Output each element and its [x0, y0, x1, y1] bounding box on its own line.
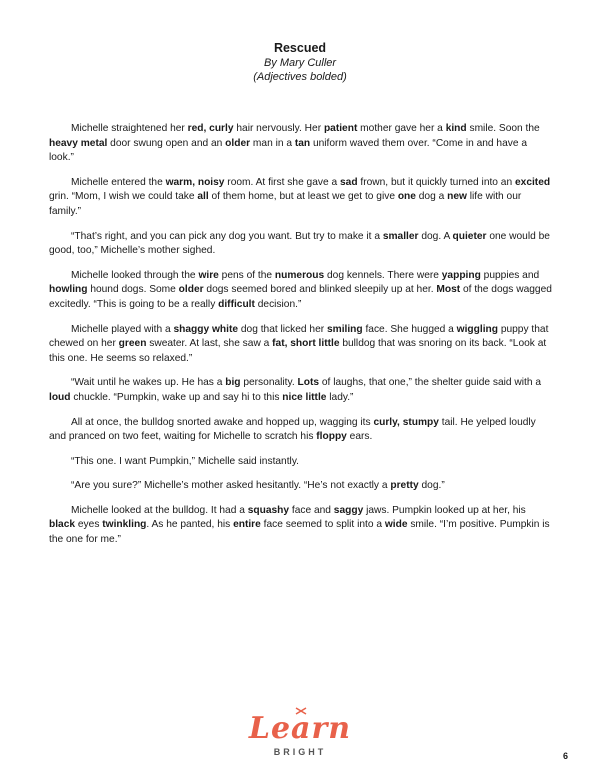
text-segment: life with our family.”	[49, 191, 522, 217]
text-segment: Michelle straightened her	[71, 123, 188, 134]
story-paragraph	[49, 323, 552, 367]
story-paragraph	[49, 504, 552, 548]
adjective: twinkling	[102, 519, 147, 531]
adjective: warm, noisy	[165, 176, 225, 188]
text-segment: mother gave her a	[357, 123, 446, 134]
adjective: wire	[198, 269, 219, 281]
text-segment: jaws. Pumpkin looked up at her, his	[363, 504, 526, 516]
adjective: floppy	[316, 431, 347, 443]
text-segment: personality.	[240, 377, 298, 389]
text-segment: . As he panted, his	[146, 519, 234, 531]
adjective: black	[49, 519, 76, 531]
story-paragraph	[49, 122, 552, 166]
text-segment: “Are you sure?” Michelle’s mother asked hesitantly. “He’s not exactly a	[71, 480, 391, 492]
text-segment: Michelle looked through the	[71, 269, 199, 281]
text-segment: eyes	[75, 519, 103, 531]
text-segment: Michelle played with a	[71, 323, 174, 335]
text-segment: grin. “Mom, I wish we could take	[49, 191, 198, 203]
text-segment: dog a	[415, 191, 448, 203]
text-segment: pens of the	[218, 269, 275, 281]
adjective: curly, stumpy	[373, 416, 439, 428]
text-segment: smile. “I’m positive. Pumpkin is the one for me.”	[49, 519, 550, 546]
text-segment: room. At first she gave a	[224, 176, 340, 188]
text-segment: face. She hugged a	[362, 323, 457, 335]
adjective: green	[118, 338, 147, 350]
text-segment: dog.”	[418, 480, 445, 492]
text-segment: hair nervously. Her	[233, 123, 324, 134]
logo-word: Learn	[248, 711, 352, 746]
adjective: saggy	[333, 504, 364, 516]
text-segment: door swung open and an	[107, 137, 226, 149]
text-segment: dogs seemed bored and blinked sleepily up at her.	[203, 284, 437, 296]
story-paragraph	[49, 269, 552, 313]
text-segment: uniform waved them over. “Come in and have a look.”	[49, 137, 528, 164]
text-segment: sweater. At last, she saw a	[146, 338, 273, 350]
adjective: pretty	[390, 480, 419, 492]
logo-subtitle: BRIGHT	[273, 747, 327, 757]
adjective: yapping	[441, 269, 481, 281]
adjective: loud	[49, 391, 71, 403]
page-number: 6	[562, 751, 568, 761]
text-segment: frown, but it quickly turned into an	[357, 176, 515, 188]
text-segment: one would be good, too,” Michelle’s mother sighed.	[49, 230, 550, 257]
story-title: Rescued	[273, 41, 327, 55]
adjective: howling	[49, 284, 88, 296]
adjective: fat, short little	[272, 338, 340, 350]
text-segment: of laughs, that one,” the shelter guide said with a	[319, 377, 542, 389]
text-segment: Michelle looked at the bulldog. It had a	[71, 504, 248, 516]
story-note: (Adjectives bolded)	[253, 71, 347, 83]
adjective: big	[225, 377, 241, 389]
adjective: nice little	[282, 391, 327, 403]
text-segment: of them home, but at least we get to give	[208, 191, 398, 203]
text-segment: puppy that chewed on her	[49, 323, 549, 350]
adjective: older	[225, 137, 251, 149]
text-segment: ears.	[346, 431, 373, 443]
story-author: By Mary Culler	[263, 57, 337, 69]
adjective: kind	[445, 123, 467, 134]
text-segment: decision.”	[254, 298, 302, 310]
story-paragraph	[49, 176, 552, 220]
story-paragraph	[49, 376, 552, 405]
adjective: shaggy white	[173, 323, 239, 335]
adjective: smaller	[382, 230, 419, 242]
text-segment: face seemed to split into a	[260, 519, 385, 531]
text-segment: All at once, the bulldog snorted awake and hopped up, wagging its	[71, 416, 374, 428]
adjective: excited	[514, 176, 551, 188]
adjective: one	[397, 191, 416, 203]
text-segment: “That’s right, and you can pick any dog you want. But try to make it a	[71, 230, 383, 242]
story-paragraph	[49, 455, 552, 470]
adjective: sad	[339, 176, 358, 188]
adjective: older	[178, 284, 204, 296]
adjective: difficult	[218, 298, 255, 310]
learn-bright-logo	[232, 712, 368, 768]
adjective: smiling	[326, 323, 363, 335]
adjective: squashy	[247, 504, 290, 516]
adjective: quieter	[452, 230, 487, 242]
text-segment: lady.”	[326, 391, 354, 403]
adjective: wide	[384, 519, 408, 531]
text-segment: hound dogs. Some	[87, 284, 179, 296]
adjective: entire	[233, 519, 261, 531]
text-segment: Michelle entered the	[71, 176, 166, 188]
adjective: all	[197, 191, 209, 203]
text-segment: dog kennels. There were	[324, 269, 442, 281]
text-segment: tail. He yelped loudly and pranced on two feet, waiting for Michelle to scratch his	[49, 416, 536, 443]
text-segment: “Wait until he wakes up. He has a	[71, 377, 226, 389]
story-body	[49, 122, 552, 558]
text-segment: face and	[289, 504, 334, 516]
text-segment: man in a	[250, 137, 295, 149]
story-header	[0, 40, 600, 84]
text-segment: chuckle. “Pumpkin, wake up and say hi to this	[70, 391, 283, 403]
text-segment: dog. A	[418, 230, 453, 242]
story-paragraph	[49, 230, 552, 259]
text-segment: of the dogs wagged excitedly. “This is going to be a really	[49, 284, 552, 310]
adjective: numerous	[274, 269, 325, 281]
adjective: wiggling	[456, 323, 498, 335]
spark-icon	[294, 706, 308, 716]
adjective: new	[447, 191, 467, 203]
adjective: Most	[436, 284, 461, 296]
story-paragraph	[49, 416, 552, 445]
adjective: Lots	[297, 377, 320, 389]
text-segment: dog that licked her	[238, 323, 327, 335]
text-segment: “This one. I want Pumpkin,” Michelle said instantly.	[71, 455, 299, 467]
adjective: patient	[323, 123, 358, 134]
adjective: tan	[294, 137, 311, 149]
text-segment: puppies and	[480, 269, 540, 281]
story-paragraph	[49, 479, 552, 494]
adjective: heavy metal	[49, 137, 108, 149]
text-segment: smile. Soon the	[466, 123, 540, 134]
text-segment: bulldog that was snoring on its back. “Look at this one. He seems so relaxed.”	[49, 338, 547, 364]
adjective: red, curly	[187, 123, 234, 134]
